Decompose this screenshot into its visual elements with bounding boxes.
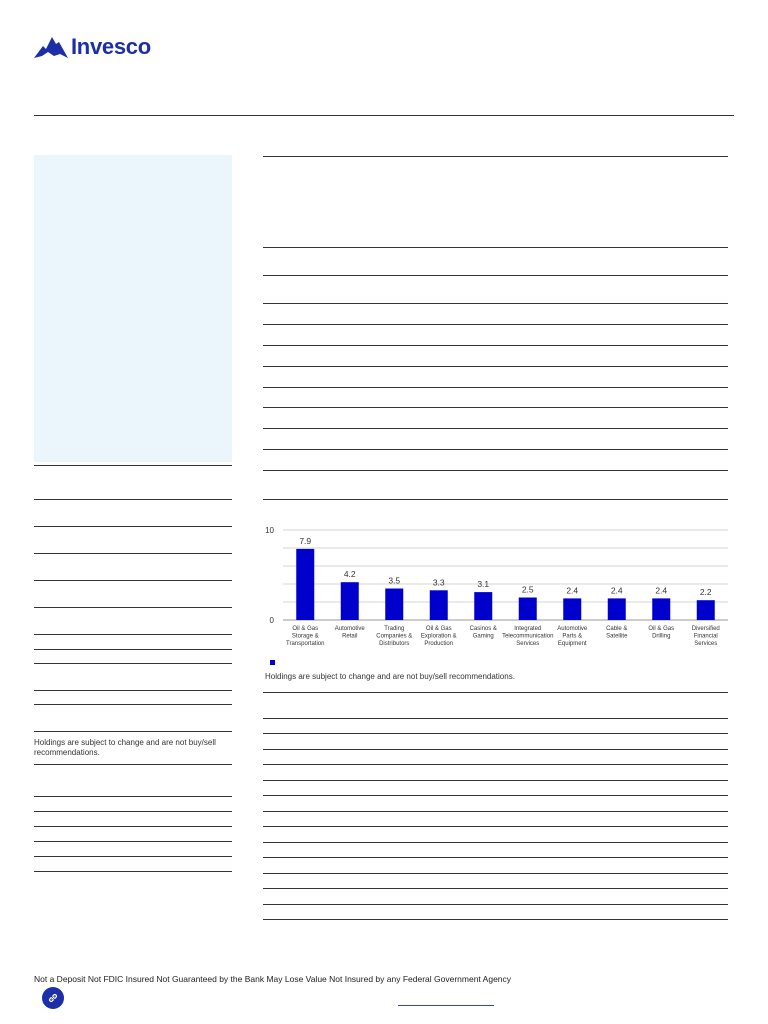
sidebar-rule	[34, 704, 232, 705]
sidebar-holdings-note: Holdings are subject to change and are not buy/sell recommendations.	[34, 738, 216, 757]
main-rule	[263, 247, 728, 248]
x-category-label-line: Oil & Gas	[648, 626, 675, 632]
main-rule	[263, 324, 728, 325]
brand-name: Invesco	[71, 34, 151, 59]
bar-value-label: 2.5	[521, 584, 534, 595]
x-category-label-line: Telecommunication	[502, 633, 554, 640]
bar-value-label: 2.4	[655, 585, 668, 596]
x-category-label-line: Services	[516, 641, 540, 647]
bar	[385, 589, 403, 621]
holdings-rule	[263, 904, 728, 905]
sidebar-rule	[34, 871, 232, 872]
x-category-label-line: Trading	[384, 626, 405, 632]
sidebar-rule	[34, 663, 232, 664]
holdings-rule	[263, 749, 728, 750]
holdings-rule	[263, 919, 728, 920]
x-category-label-line: Transportation	[286, 641, 325, 647]
bar-value-label: 2.4	[610, 585, 623, 596]
x-category-label-line: Automotive	[334, 626, 365, 632]
x-category-label	[606, 626, 628, 640]
sidebar-rule	[34, 856, 232, 857]
x-category-label	[376, 626, 412, 647]
y-tick-label: 0	[269, 616, 274, 625]
x-category-label-line: Exploration &	[420, 633, 457, 640]
brand-logo	[34, 32, 151, 62]
bar	[652, 598, 670, 620]
x-category-label	[692, 626, 720, 647]
bar	[474, 592, 492, 620]
x-category-label-line: Storage &	[291, 633, 319, 640]
holdings-rule	[263, 718, 728, 719]
holdings-rule	[263, 888, 728, 889]
holdings-rule	[263, 857, 728, 858]
sidebar-rule	[34, 526, 232, 527]
main-rule	[263, 449, 728, 450]
sidebar-rule	[34, 811, 232, 812]
bar	[608, 598, 626, 620]
sidebar-rule	[34, 634, 232, 635]
x-category-label-line: Companies &	[376, 633, 413, 640]
sidebar-rule	[34, 796, 232, 797]
x-category-label	[470, 626, 497, 640]
x-category-label	[648, 626, 674, 640]
main-rule	[263, 407, 728, 408]
holdings-rule	[263, 780, 728, 781]
x-category-label	[421, 626, 457, 647]
bar	[296, 549, 314, 620]
link-icon[interactable]	[42, 987, 64, 1009]
footer-disclaimer: Not a Deposit Not FDIC Insured Not Guaranteed by the Bank May Lose Value Not Insured by any Federal Government Agency	[34, 974, 512, 984]
bar	[563, 598, 581, 620]
sidebar-rule	[34, 690, 232, 691]
sidebar-info-box	[34, 155, 232, 462]
x-category-label-line: Drilling	[652, 633, 671, 640]
bar	[519, 598, 537, 621]
sidebar-rule	[34, 553, 232, 554]
sidebar-rule	[34, 764, 232, 765]
holdings-rule	[263, 764, 728, 765]
bar	[697, 600, 715, 620]
x-category-label-line: Satellite	[606, 633, 628, 640]
footer-link-underline[interactable]	[398, 1005, 494, 1006]
y-tick-label: 10	[265, 526, 274, 535]
sidebar-rule	[34, 580, 232, 581]
holdings-rule	[263, 873, 728, 874]
x-category-label-line: Automotive	[557, 626, 588, 632]
sidebar-rule	[34, 465, 232, 466]
x-category-label-line: Equipment	[557, 641, 587, 647]
main-holdings-note: Holdings are subject to change and are not buy/sell recommendations.	[265, 672, 515, 681]
holdings-rule	[263, 842, 728, 843]
holdings-rule	[263, 795, 728, 796]
bar	[430, 590, 448, 620]
main-rule	[263, 303, 728, 304]
x-category-label	[286, 626, 324, 647]
holdings-rule	[263, 692, 728, 693]
main-rule	[263, 428, 728, 429]
x-category-label-line: Services	[694, 641, 718, 647]
holdings-rule	[263, 826, 728, 827]
main-rule	[263, 366, 728, 367]
x-category-label	[335, 626, 366, 640]
bar-value-label: 4.2	[343, 569, 356, 580]
sidebar-rule	[34, 841, 232, 842]
bar-value-label: 2.4	[566, 585, 579, 596]
sidebar-rule	[34, 649, 232, 650]
header-divider	[34, 115, 734, 116]
x-category-label-line: Integrated	[514, 626, 542, 632]
holdings-rule	[263, 733, 728, 734]
main-rule	[263, 470, 728, 471]
chain-link-icon	[47, 992, 59, 1004]
bar-value-label: 2.2	[699, 587, 712, 598]
bar-value-label: 3.3	[432, 577, 445, 588]
main-rule	[263, 275, 728, 276]
x-category-label-line: Cable &	[606, 626, 628, 632]
x-category-label-line: Production	[424, 641, 454, 647]
main-rule	[263, 156, 728, 157]
x-category-label-line: Parts &	[562, 633, 583, 640]
x-category-label-line: Gaming	[472, 633, 494, 640]
main-rule	[263, 387, 728, 388]
main-rule	[263, 345, 728, 346]
bar-value-label: 7.9	[299, 535, 312, 546]
bar-value-label: 3.1	[477, 579, 490, 590]
x-category-label-line: Retail	[342, 633, 358, 640]
sidebar-rule	[34, 826, 232, 827]
x-category-label-line: Casinos &	[469, 626, 497, 632]
x-category-label-line: Oil & Gas	[425, 626, 452, 632]
sidebar-rule	[34, 731, 232, 732]
sidebar-rule	[34, 607, 232, 608]
bar	[341, 582, 359, 620]
x-category-label-line: Diversified	[691, 626, 720, 632]
main-rule	[263, 499, 728, 500]
x-category-label	[502, 626, 553, 647]
legend-swatch	[270, 660, 275, 665]
holdings-rule	[263, 811, 728, 812]
x-category-label-line: Financial	[693, 633, 718, 640]
x-category-label-line: Oil & Gas	[292, 626, 319, 632]
bar-value-label: 3.5	[388, 575, 401, 586]
sidebar-rule	[34, 499, 232, 500]
mountain-logo-icon	[34, 34, 68, 60]
x-category-label-line: Distributors	[379, 641, 410, 647]
x-category-label	[557, 626, 588, 647]
